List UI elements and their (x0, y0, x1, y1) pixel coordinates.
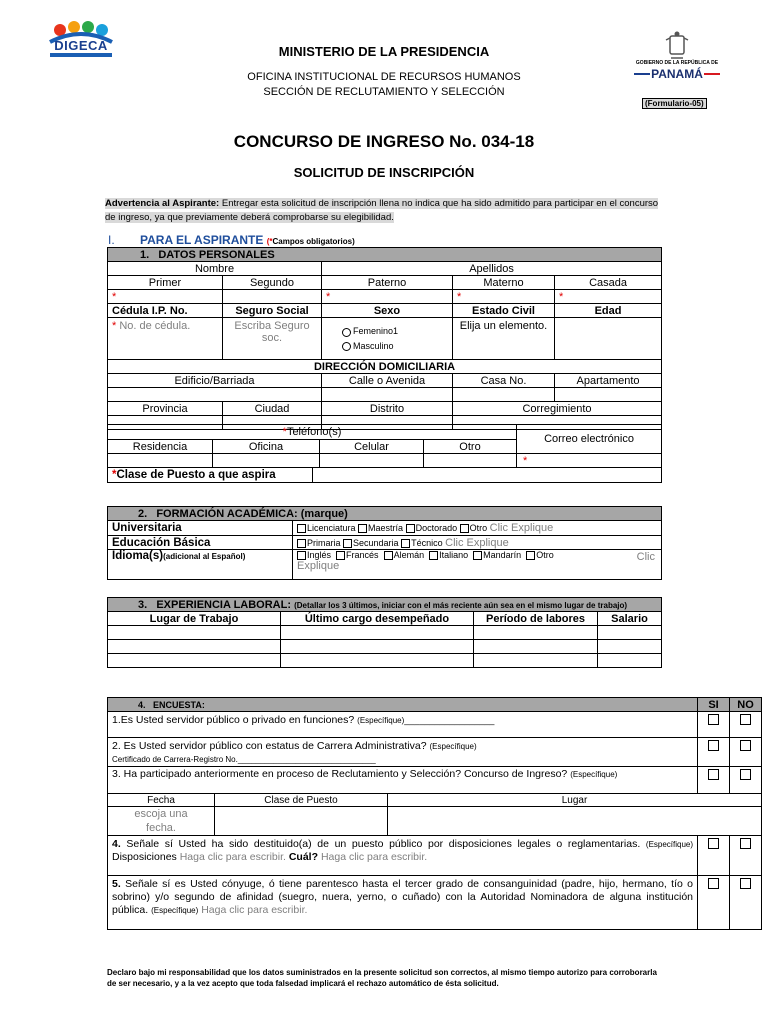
casada-label: Casada (555, 276, 662, 290)
aleman-checkbox[interactable]: Alemán (384, 550, 425, 560)
experience-header: 3. EXPERIENCIA LABORAL: (Detallar los 3 últimos, iniciar con el más reciente aún sea en el mismo lugar de trabajo) (108, 598, 662, 612)
telefono-table (107, 424, 662, 468)
apellidos-header: Apellidos (322, 262, 662, 276)
materno-input[interactable]: * (453, 290, 555, 304)
coat-of-arms-icon (630, 30, 724, 62)
exp-cell[interactable] (474, 640, 598, 654)
form-code: (Formulario-05) (642, 98, 707, 109)
panama-logo-main: PANAMÁ (651, 67, 703, 81)
q2-text: 2. Es Usted servidor público con estatus de Carrera Administrativa? (Específique) Certificado de Carrera-Registro No._______________________________ (108, 738, 698, 767)
edificio-label: Edificio/Barriada (108, 374, 322, 388)
panama-logo-top: GOBIERNO DE LA REPÚBLICA DE (635, 60, 719, 66)
form-subtitle: SOLICITUD DE INSCRIPCIÓN (293, 165, 475, 180)
nombre-header: Nombre (108, 262, 322, 276)
q5-input[interactable]: Haga clic para escribir. (201, 904, 308, 916)
panama-logo (630, 30, 724, 82)
edificio-input[interactable] (108, 388, 322, 402)
primaria-checkbox[interactable]: Primaria (297, 538, 341, 548)
clase-puesto-label: Clase de Puesto (215, 794, 388, 807)
experience-table (107, 597, 662, 668)
ministry-title: MINISTERIO DE LA PRESIDENCIA (278, 44, 490, 59)
casada-input[interactable]: * (555, 290, 662, 304)
exp-col-salario: Salario (598, 612, 662, 626)
q4-no-checkbox[interactable] (730, 836, 762, 876)
distrito-label: Distrito (322, 402, 453, 416)
casa-label: Casa No. (453, 374, 555, 388)
edad-input[interactable] (555, 318, 662, 360)
clase-label: *Clase de Puesto a que aspira (108, 468, 313, 483)
apto-input[interactable] (555, 388, 662, 402)
q1-si-checkbox[interactable] (698, 712, 730, 738)
residencia-label: Residencia (108, 440, 213, 454)
ciudad-label: Ciudad (223, 402, 322, 416)
exp-cell[interactable] (598, 654, 662, 668)
sexo-label: Sexo (322, 304, 453, 318)
exp-cell[interactable] (598, 626, 662, 640)
basica-label: Educación Básica (108, 536, 293, 550)
materno-label: Materno (453, 276, 555, 290)
idioma-explain-a[interactable]: Clic (636, 551, 656, 563)
italiano-checkbox[interactable]: Italiano (429, 550, 468, 560)
otro-idioma-checkbox[interactable]: Otro (526, 550, 554, 560)
doctorado-checkbox[interactable]: Doctorado (406, 523, 458, 533)
idioma-options[interactable] (293, 550, 662, 580)
section-i-note: Campos obligatorios) (272, 237, 355, 246)
clase-puesto-input[interactable] (215, 807, 388, 836)
q5-text: 5. Señale sí es Usted cónyuge, ó tiene parentesco hasta el tercer grado de consanguinidad (padre, hijo, hermano, tío o sobrino) y/o segundo de afinidad (suegro, nuera, yerno, o cuñado) con la Autoridad Nominadora de alguna institución pública. (Específique) Haga clic para escribir. (108, 876, 698, 930)
no-header: NO (730, 698, 762, 712)
otro-input[interactable] (424, 454, 517, 468)
warning-label: Advertencia al Aspirante: (105, 198, 220, 209)
exp-cell[interactable] (281, 640, 474, 654)
exp-col-cargo: Último cargo desempeñado (281, 612, 474, 626)
celular-label: Celular (320, 440, 424, 454)
primer-input[interactable]: * (108, 290, 223, 304)
office-title: OFICINA INSTITUCIONAL DE RECURSOS HUMANOS (247, 71, 521, 83)
otro-uni-checkbox[interactable]: Otro (460, 523, 488, 533)
survey-table (107, 697, 762, 930)
fecha-picker[interactable]: escoja una fecha. (108, 807, 215, 836)
exp-col-periodo: Período de labores (474, 612, 598, 626)
q5-no-checkbox[interactable] (730, 876, 762, 930)
idioma-explain-b[interactable]: Explique (297, 560, 340, 573)
oficina-label: Oficina (213, 440, 320, 454)
mandarin-checkbox[interactable]: Mandarín (473, 550, 521, 560)
segundo-label: Segundo (223, 276, 322, 290)
lugar-label: Lugar (388, 794, 762, 807)
academic-header: 2. FORMACIÓN ACADÉMICA: (marque) (108, 507, 662, 521)
exp-cell[interactable] (474, 654, 598, 668)
section-i-num: I. (108, 233, 115, 247)
basica-options[interactable] (293, 536, 662, 550)
q4-disposiciones-input[interactable]: Haga clic para escribir. (179, 851, 286, 863)
telefono-header: *Teléfono(s) (108, 425, 517, 440)
paterno-input[interactable]: * (322, 290, 453, 304)
exp-cell[interactable] (108, 626, 281, 640)
cedula-label: Cédula I.P. No. (108, 304, 223, 318)
section-i-star: (* (266, 237, 273, 246)
q4-cual-input-a[interactable]: Haga clic para (320, 851, 389, 863)
uni-label: Universitaria (108, 521, 293, 536)
celular-input[interactable] (320, 454, 424, 468)
femenino-radio[interactable]: Femenino1 (342, 326, 448, 336)
si-header: SI (698, 698, 730, 712)
tecnico-checkbox[interactable]: Técnico (401, 538, 443, 548)
exp-cell[interactable] (281, 654, 474, 668)
seguro-label: Seguro Social (223, 304, 322, 318)
exp-cell[interactable] (598, 640, 662, 654)
exp-cell[interactable] (474, 626, 598, 640)
provincia-label: Provincia (108, 402, 223, 416)
exp-cell[interactable] (108, 654, 281, 668)
edad-label: Edad (555, 304, 662, 318)
q3-text: 3. Ha participado anteriormente en proceso de Reclutamiento y Selección? Concurso de Ingreso? (Específique) (108, 767, 698, 794)
cedula-input[interactable]: * No. de cédula. (108, 318, 223, 360)
q2-si-checkbox[interactable] (698, 738, 730, 767)
table-row (108, 640, 662, 654)
contest-title: CONCURSO DE INGRESO No. 034-18 (233, 132, 535, 151)
q4-si-checkbox[interactable] (698, 836, 730, 876)
corregimiento-label: Corregimiento (453, 402, 662, 416)
uni-options[interactable] (293, 521, 662, 536)
calle-label: Calle o Avenida (322, 374, 453, 388)
section-i-title: PARA EL ASPIRANTE (140, 233, 264, 247)
calle-input[interactable] (322, 388, 453, 402)
fecha-label: Fecha (108, 794, 215, 807)
section-title: SECCIÓN DE RECLUTAMIENTO Y SELECCIÓN (263, 86, 505, 98)
q4-cual-input-b[interactable]: escribir. (390, 851, 428, 863)
apto-label: Apartamento (555, 374, 662, 388)
digeca-logo-text: DIGECA (54, 38, 108, 53)
exp-cell[interactable] (108, 640, 281, 654)
estado-select[interactable]: Elija un elemento. (453, 318, 555, 360)
estado-label: Estado Civil (453, 304, 555, 318)
q2-no-checkbox[interactable] (730, 738, 762, 767)
maestria-checkbox[interactable]: Maestría (358, 523, 403, 533)
basica-explain-input[interactable]: Clic Explique (445, 536, 509, 549)
warning-text: Entregar esta solicitud de inscripción llena no indica que ha sido admitido para participar en el concurso de ingreso, ya que previamente deberá comprobarse su elegibilidad. (105, 198, 659, 223)
declaration-text: Declaro bajo mi responsabilidad que los datos suministrados en la presente solicitud son correctos, al mismo tiempo autorizo para corroborarla de ser necesario, y a la vez acepto que toda falsedad implicará el rechazo automático de ésta solicitud. (107, 968, 657, 988)
casa-input[interactable] (453, 388, 555, 402)
q1-no-checkbox[interactable] (730, 712, 762, 738)
oficina-input[interactable] (213, 454, 320, 468)
uni-explain-input[interactable]: Clic Explique (489, 522, 554, 534)
seguro-input[interactable]: Escriba Seguro soc. (223, 318, 322, 360)
q3-si-checkbox[interactable] (698, 767, 730, 794)
secundaria-checkbox[interactable]: Secundaria (343, 538, 399, 548)
masculino-radio[interactable]: Masculino (342, 341, 448, 351)
personal-data-header: 1. DATOS PERSONALES (108, 248, 662, 262)
q3-no-checkbox[interactable] (730, 767, 762, 794)
q5-si-checkbox[interactable] (698, 876, 730, 930)
academic-table (107, 506, 662, 580)
q1-text: 1.Es Usted servidor público o privado en funciones? (Específique)__________________ (108, 712, 698, 738)
sexo-radio-group[interactable] (322, 318, 453, 360)
clase-table (107, 467, 662, 483)
correo-input[interactable]: * (517, 454, 662, 468)
survey-header: 4. ENCUESTA: (108, 698, 698, 712)
clase-input[interactable] (313, 468, 662, 483)
correo-label: Correo electrónico (517, 425, 662, 454)
paterno-label: Paterno (322, 276, 453, 290)
segundo-input[interactable] (223, 290, 322, 304)
personal-data-table (107, 247, 662, 430)
direccion-header: DIRECCIÓN DOMICILIARIA (108, 360, 662, 374)
otro-label: Otro (424, 440, 517, 454)
digeca-logo (44, 20, 118, 60)
lugar-input[interactable] (388, 807, 762, 836)
primer-label: Primer (108, 276, 223, 290)
warning-box (105, 197, 663, 225)
frances-checkbox[interactable]: Francés (336, 550, 379, 560)
exp-col-lugar: Lugar de Trabajo (108, 612, 281, 626)
q4-text: 4. Señale sí Usted ha sido destituido(a) de un puesto público por disposiciones legales o reglamentarias. (Específique) Disposiciones Haga clic para escribir. Cuál? Haga clic para escribir. (108, 836, 698, 876)
ingles-checkbox[interactable]: Inglés (297, 550, 331, 560)
exp-cell[interactable] (281, 626, 474, 640)
section-i-heading (108, 233, 355, 247)
idioma-label: Idioma(s)(adicional al Español) (108, 550, 293, 580)
table-row (108, 654, 662, 668)
table-row (108, 626, 662, 640)
residencia-input[interactable] (108, 454, 213, 468)
licenciatura-checkbox[interactable]: Licenciatura (297, 523, 356, 533)
